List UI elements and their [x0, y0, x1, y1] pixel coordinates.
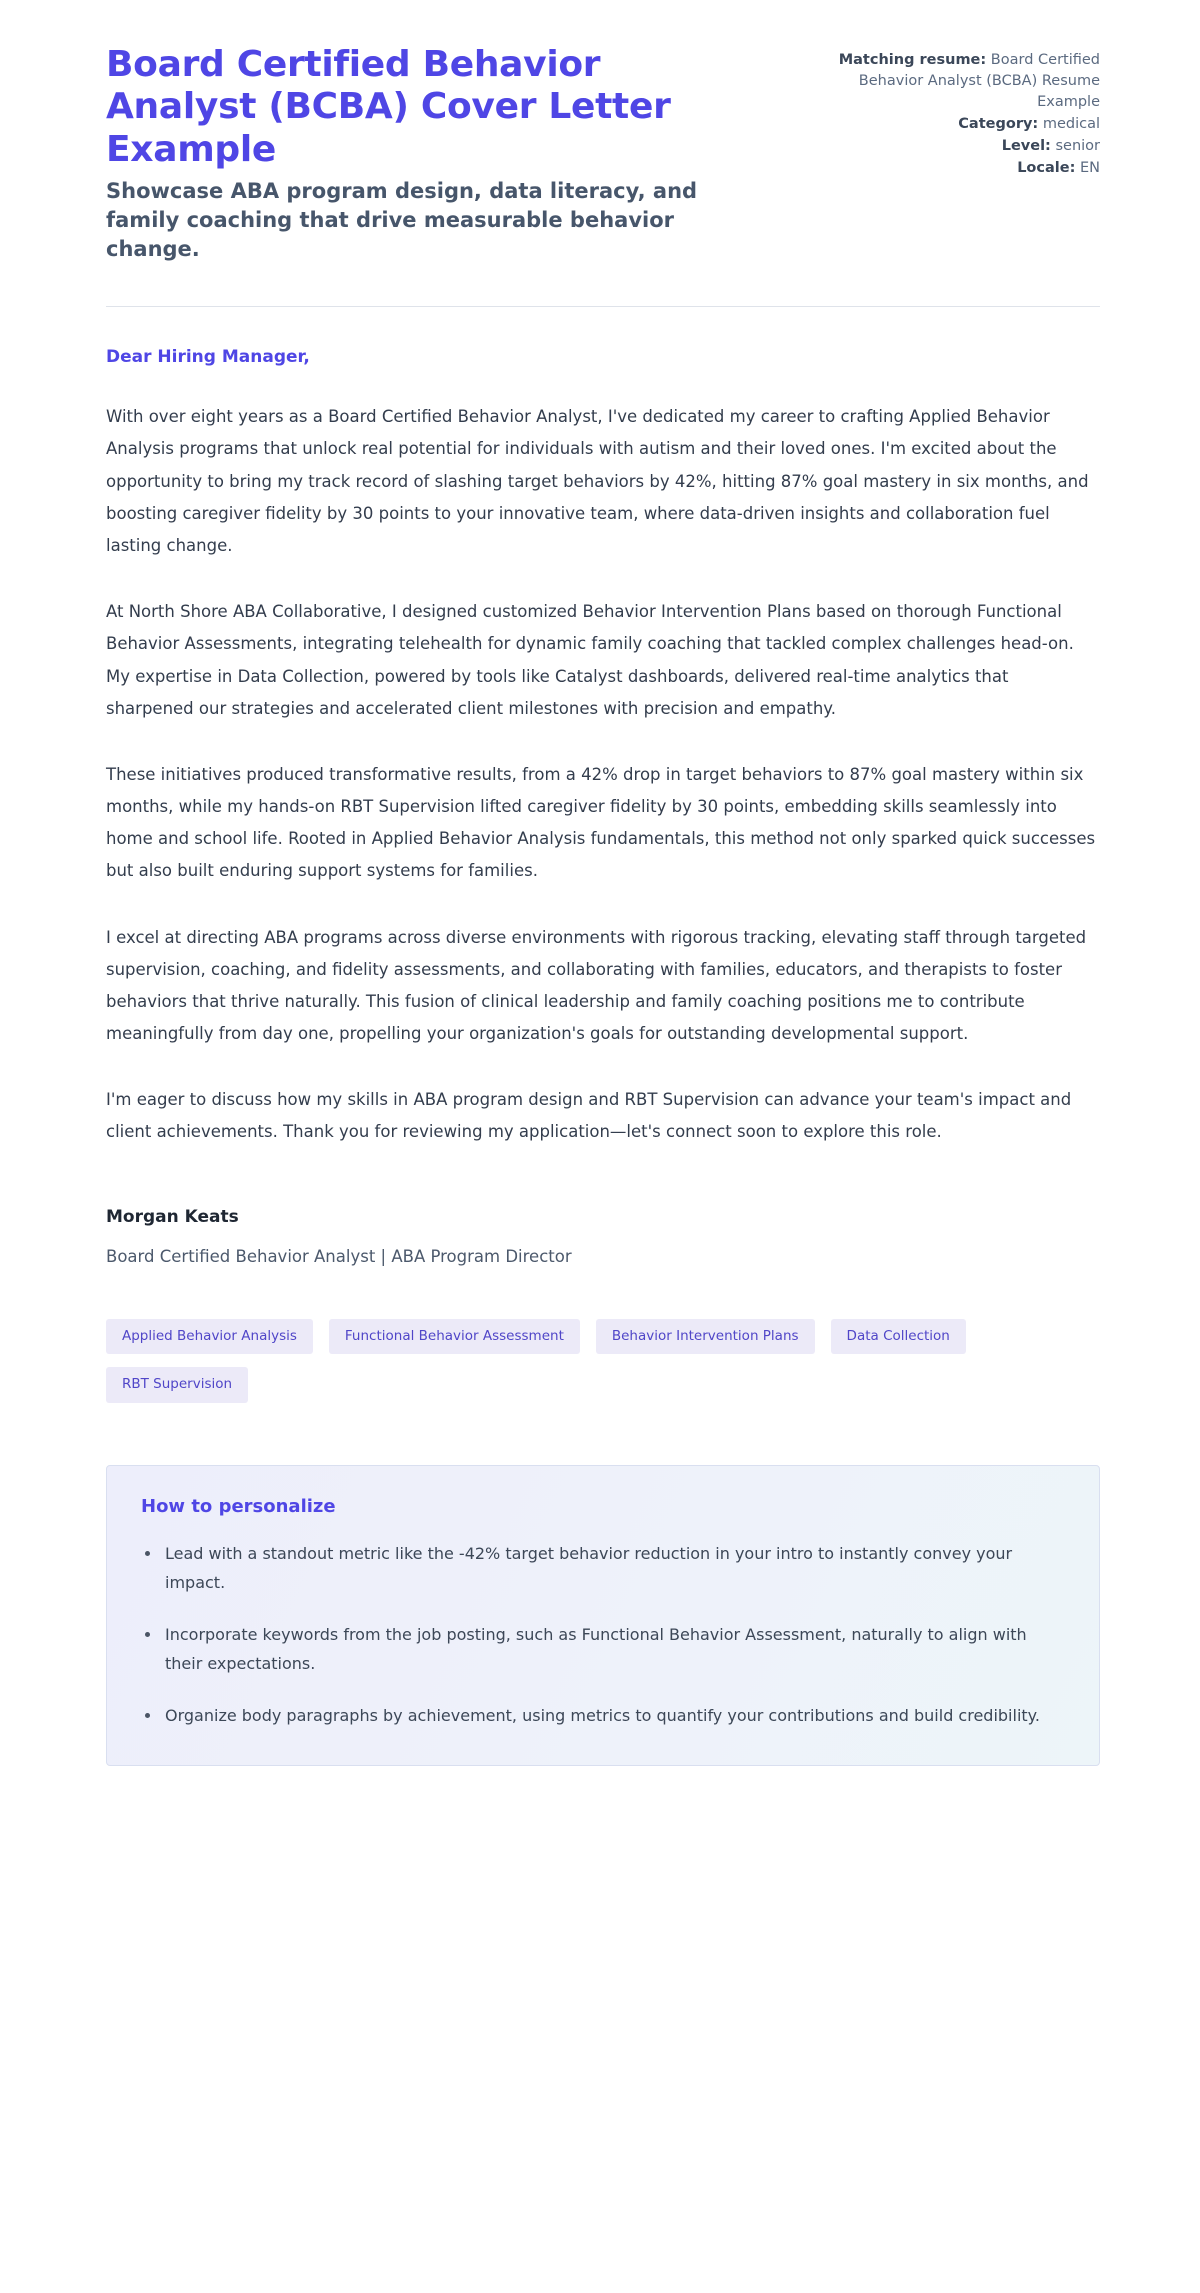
meta-category-label: Category: [958, 116, 1039, 133]
document-metadata [810, 44, 1100, 180]
meta-locale [810, 158, 1100, 179]
page-header [106, 44, 1100, 264]
signature-role: Board Certified Behavior Analyst | ABA Program Director [106, 1246, 572, 1266]
skill-tag[interactable]: RBT Supervision [106, 1367, 248, 1403]
letter-paragraph: These initiatives produced transformative results, from a 42% drop in target behaviors to 87% goal mastery within six months, while my hands-on RBT Supervision lifted caregiver fidelity by 30 points, embedding skills seamlessly into home and school life. Rooted in Applied Behavior Analysis fundamentals, this method not only sparked quick successes but also built enduring support systems for families. [106, 764, 1096, 881]
letter-paragraph: I'm eager to discuss how my skills in ABA program design and RBT Supervision can advance your team's impact and client achievements. Thank you for reviewing my application—let's connect soon to explore this role. [106, 1090, 1072, 1142]
meta-level-label: Level: [1001, 138, 1051, 155]
meta-locale-value: EN [1079, 160, 1100, 177]
callout-tip-list [141, 1539, 1065, 1731]
skill-tag[interactable]: Functional Behavior Assessment [329, 1319, 580, 1355]
meta-locale-label: Locale: [1017, 160, 1076, 177]
callout-tip-item: Organize body paragraphs by achievement, using metrics to quantify your contributions and build credibility. [141, 1701, 1041, 1731]
callout-title: How to personalize [141, 1495, 336, 1517]
skill-tag[interactable]: Data Collection [831, 1319, 966, 1355]
meta-matching-resume [810, 50, 1100, 113]
letter-signature [106, 1207, 1100, 1266]
meta-level [810, 136, 1100, 157]
meta-matching-resume-value: Board Certified Behavior Analyst (BCBA) Resume Example [858, 52, 1100, 111]
letter-paragraph: With over eight years as a Board Certified Behavior Analyst, I've dedicated my career to crafting Applied Behavior Analysis programs that unlock real potential for individuals with autism and their loved ones. I'm excited about the opportunity to bring my track record of slashing target behaviors by 42%, hitting 87% goal mastery in six months, and boosting caregiver fidelity by 30 points to your innovative team, where data-driven insights and collaboration fuel lasting change. [106, 407, 1089, 555]
meta-matching-resume-label: Matching resume: [838, 52, 987, 68]
meta-category [810, 114, 1100, 135]
personalize-callout [106, 1465, 1100, 1766]
meta-level-value: senior [1055, 138, 1100, 155]
header-title-block [106, 44, 746, 264]
letter-paragraph: I excel at directing ABA programs across diverse environments with rigorous tracking, elevating staff through targeted supervision, coaching, and fidelity assessments, and collaborating with families, educators, and therapists to foster behaviors that thrive naturally. This fusion of clinical leadership and family coaching positions me to contribute meaningfully from day one, propelling your organization's goals for outstanding developmental support. [106, 927, 1087, 1044]
letter-paragraph: At North Shore ABA Collaborative, I designed customized Behavior Intervention Plans based on thorough Functional Behavior Assessments, integrating telehealth for dynamic family coaching that tackled complex challenges head-on. My expertise in Data Collection, powered by tools like Catalyst dashboards, delivered real-time analytics that sharpened our strategies and accelerated client milestones with precision and empathy. [106, 602, 1074, 718]
page-subtitle: Showcase ABA program design, data literacy, and family coaching that drive measurable behavior change. [106, 179, 698, 262]
page-title: Board Certified Behavior Analyst (BCBA) Cover Letter Example [106, 44, 671, 170]
callout-tip-item: Incorporate keywords from the job posting, such as Functional Behavior Assessment, naturally to align with their expectations. [141, 1620, 1041, 1679]
letter-salutation: Dear Hiring Manager, [106, 347, 310, 368]
cover-letter-body [106, 307, 1100, 1765]
callout-tip-item: Lead with a standout metric like the -42% target behavior reduction in your intro to instantly convey your impact. [141, 1539, 1041, 1598]
skill-tag[interactable]: Behavior Intervention Plans [596, 1319, 815, 1355]
skill-tag-list [106, 1319, 966, 1403]
signature-name: Morgan Keats [106, 1206, 239, 1227]
meta-category-value: medical [1042, 116, 1100, 133]
skill-tag[interactable]: Applied Behavior Analysis [106, 1319, 313, 1355]
